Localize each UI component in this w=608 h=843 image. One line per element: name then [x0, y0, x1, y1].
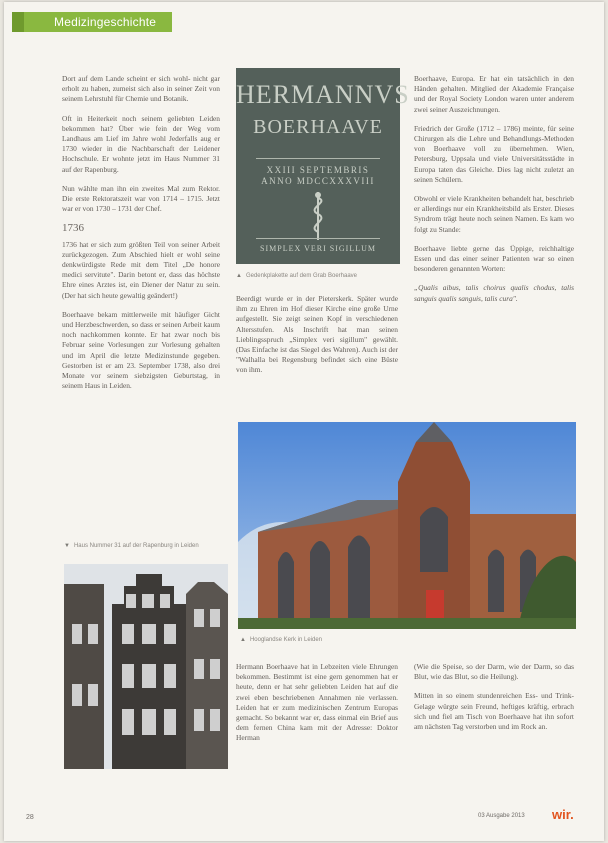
plaque-line-2: BOERHAAVE — [253, 116, 383, 138]
plaque-date-1: XXIII SEPTEMBRIS — [266, 165, 370, 175]
triangle-icon: ▲ — [236, 273, 242, 279]
boerhaave-plaque-image — [236, 68, 410, 264]
paragraph: Friedrich der Große (1712 – 1786) meinte, für seine Chirurgen als die Lehre und Behandlungs-Methoden von Boerhaave voll zu übernehmen. Wien, Petersburg, Uppsala und viele Universitätsstädte in Europa taten das Gleiche. Dies lag nicht zuletzt an seinen Schülern. — [414, 123, 574, 184]
caption-text: Haus Nummer 31 auf der Rapenburg in Leiden — [73, 543, 199, 549]
paragraph: Boerhaave bekam mittlerweile mit häufiger Gicht und Herzbeschwerden, so dass er seinen Arbeit kaum noch nachkommen konnte. Er hat zwar noch bis Februar seine Vorlesungen zur Vorlesung gehalten und im April die letzte Medizinstunde gegeben. Gestorben ist er am 23. September 1738, also drei Monate vor seinem siebzigsten Geburtstag, in seinem Haus in Leiden. — [62, 309, 220, 391]
caption-text: Gedenkplakette auf dem Grab Boerhaave — [245, 273, 358, 279]
section-header-band — [12, 12, 172, 32]
header-accent — [12, 12, 24, 32]
column-1 — [62, 74, 220, 400]
caduceus-icon — [298, 190, 338, 242]
paragraph: Dort auf dem Lande scheint er sich wohl- nicht gar erholt zu haben, zumeist sich also in seiner Zeit von seinem Lehrstuhl für Chemie und Botanik. — [62, 74, 220, 104]
plaque-motto: SIMPLEX VERI SIGILLUM — [260, 244, 376, 253]
latin-quote: „Qualis aibus, talis choirus qualis chodus, talis sanguis qualis sanguis, talis cura". — [414, 283, 574, 303]
paragraph: Oft in Heiterkeit noch seinem geliebten Leiden bekommen hat? Über wie fein der Weg vom Landhaus am Lief im Jahre wohl Jederfalls aug er 1730 wieder in die Nachbarschaft der Leidener Hochschule. Er wohnte jetzt im Haus Nummer 31 auf der Rapenburg. — [62, 113, 220, 174]
church-caption — [240, 636, 400, 644]
section-title: Medizingeschichte — [54, 15, 157, 29]
paragraph: Mitten in so einem stundenreichen Ess- und Trink-Gelage würgte sein Freund, heftiges kräftig, erbrach sich und fiel am Tisch von Boerhaave hat ihn sofort am nächsten Tag verstorben und im Rock an. — [414, 691, 574, 732]
paragraph: Nun wählte man ihn ein zweites Mal zum Rektor. Die erste Rektoratszeit war von 1714 – 1715. Jetzt war er von 1730 – 1731 der Chef. — [62, 183, 220, 214]
triangle-down-icon: ▼ — [64, 543, 70, 549]
church-illustration — [238, 422, 576, 629]
plaque-divider — [256, 238, 380, 239]
year-heading: 1736 — [62, 222, 84, 235]
house-photo — [64, 564, 228, 769]
plaque-date-2: ANNO MDCCXXXVIII — [261, 176, 375, 186]
paragraph: Boerhaave liebte gerne das Üppige, reichhaltige Essen und das einer seiner Patienten war so einen besonderen genannten Worten: — [414, 243, 574, 274]
column-2-lower — [236, 662, 398, 753]
column-2 — [236, 294, 398, 385]
plaque-dates — [236, 165, 400, 187]
column-3-lower — [414, 662, 574, 741]
church-photo — [238, 422, 576, 629]
issue-label: 03 Ausgabe 2013 — [478, 813, 525, 819]
plaque-line-1: HERMANNVS — [236, 80, 410, 109]
paragraph: (Wie die Speise, so der Darm, wie der Darm, so das Blut, wie das Blut, so die Heilung). — [414, 662, 574, 682]
paragraph: Obwohl er viele Krankheiten behandelt hat, beschrieb er allerdings nur ein Krankheitsbild als Erster. Dieses Syndrom trägt heute noch seinen Namen. Es kam wo folgt zu Stande: — [414, 194, 574, 234]
paragraph: Hermann Boerhaave hat in Lebzeiten viele Ehrungen bekommen. Bestimmt ist eine gern genommen hat er heute, denn er hat sehr geliebten Leiden hat auf die zwei eben beschriebenen Annahmen nie verlassen. Leiden hat er zum medizinischen Zentrum Europas gemacht. So bekannt war er, dass einmal ein Brief aus dem fernen China kam mit der Adresse: Doktor Herman — [236, 662, 398, 743]
column-3 — [414, 74, 574, 313]
paragraph: Boerhaave, Europa. Er hat ein tatsächlich in den Händen gehalten. Mitglied der Akademie Française und der Royal Society London waren unter anderem zwei seiner Auszeichnungen. — [414, 74, 574, 114]
plaque-caption — [236, 272, 396, 280]
plaque-divider — [256, 158, 380, 159]
paragraph: 1736 hat er sich zum größten Teil von seiner Arbeit zurückgezogen. Zum Abschied hielt er wohl seine denkwürdigste Rede mit dem Titel „De honore medici servitute". Darin betont er, dass das höchste Ehre eines Arztes ist, ein Diener der Natur zu sein. (Der hat sich heute gewaltig geändert!) — [62, 239, 220, 300]
house-caption — [64, 542, 224, 550]
paragraph: Beerdigt wurde er in der Pieterskerk. Später wurde ihm zu Ehren im Hof dieser Kirche eine große Urne aufgestellt. Sie zeigt seinen Kopf in verschiedenen Altersstufen. Als Inschrift hat man seinen Lieblingsspruch „Simplex veri sigillum" gewählt. (Das Einfache ist das Siegel des Wahren). Auch ist der "Walhalla bei Regensburg befindet sich eine Büste von ihm. — [236, 294, 398, 375]
magazine-logo: wir. — [552, 807, 574, 822]
triangle-icon: ▲ — [240, 637, 246, 643]
caption-text: Hooglandse Kerk in Leiden — [249, 637, 323, 643]
house-illustration — [64, 564, 228, 769]
magazine-page — [4, 2, 604, 841]
page-number: 28 — [26, 814, 34, 821]
